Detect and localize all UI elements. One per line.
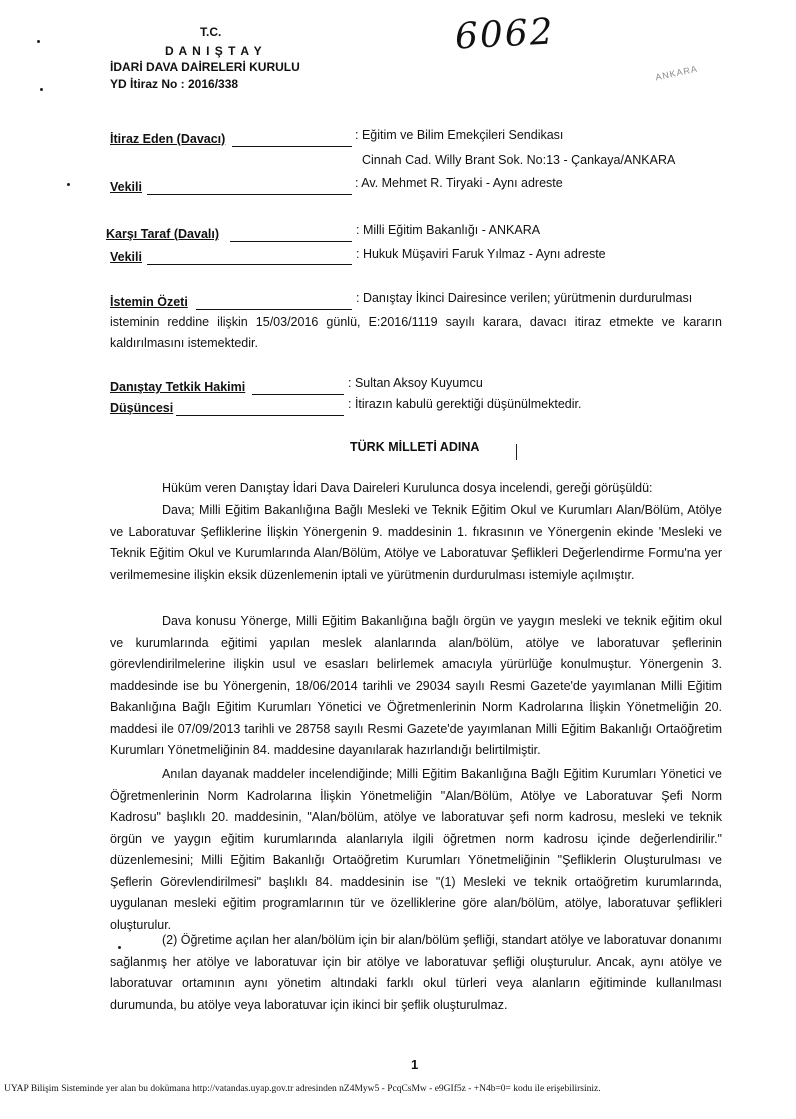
summary-label: İstemin Özeti [110, 295, 188, 309]
document-title: TÜRK MİLLETİ ADINA [350, 440, 480, 454]
header-tc: T.C. [200, 25, 222, 39]
objector-counsel: : Av. Mehmet R. Tiryaki - Aynı adreste [355, 176, 563, 190]
page-number: 1 [411, 1057, 419, 1072]
stamp-text: ANKARA [654, 63, 699, 83]
opinion-text: : İtirazın kabulü gerektiği düşünülmektedir. [348, 397, 582, 411]
paragraph-3: Dava konusu Yönerge, Milli Eğitim Bakanlığına bağlı örgün ve yaygın mesleki ve teknik eğitim okul ve kurumlarında eğitimi yapılan meslek alanlarında alan/bölüm, atölye ve laboratuvar şeflerinin görevlendirilmelerine ilişkin usul ve esasları belirlemek amacıyla yürürlüğe konulmuştur. Yönergenin 3. maddesinde ise bu Yönergenin, 18/06/2014 tarihli ve 29034 sayılı Resmi Gazete'de yayımlanan Milli Eğitim Bakanlığına Bağlı Eğitim Kurumları Yönetici ve Öğretmenlerinin Norm Kadrolarına İlişkin Yönetmeliğin 20. maddesi ile 07/09/2013 tarihli ve 28758 sayılı Resmi Gazete'de yayımlanan Milli Eğitim Bakanlığı Ortaöğretim Kurumları Yönetmeliğinin 84. maddesine dayanılarak hazırlandığı belirtilmiştir. [110, 614, 722, 757]
label-underline [147, 264, 352, 265]
paragraph-1: Hüküm veren Danıştay İdari Dava Daireleri Kurulunca dosya incelendi, gereği görüşüldü: [162, 481, 653, 495]
objector-name: : Eğitim ve Bilim Emekçileri Sendikası [355, 128, 564, 142]
summary-first-line: : Danıştay İkinci Dairesince verilen; yürütmenin durdurulması [356, 291, 693, 305]
header-case-no: YD İtiraz No : 2016/338 [110, 77, 239, 91]
summary-text: isteminin reddine ilişkin 15/03/2016 günlü, E:2016/1119 sayılı karara, davacı itiraz etmekte ve kararın kaldırılmasını istemektedir. [110, 315, 722, 350]
label-underline [196, 309, 352, 310]
scan-mark [516, 444, 517, 460]
respondent-label: Karşı Taraf (Davalı) [106, 227, 220, 241]
scan-speck [67, 183, 70, 186]
objector-counsel-label: Vekili [110, 180, 142, 194]
objector-address: Cinnah Cad. Willy Brant Sok. No:13 - Çankaya/ANKARA [362, 153, 676, 167]
label-underline [232, 146, 352, 147]
label-underline [147, 194, 352, 195]
paragraph-5: (2) Öğretime açılan her alan/bölüm için bir alan/bölüm şefliği, standart atölye ve laboratuvar donanımı sağlanmış her atölye ve laboratuvar için bir atölye ve laboratuvar şefliği oluşturulur. Ancak, aynı atölye ve laboratuvar ortamının aynı yönetim altındaki farklı okul türleri veya alanların eğitiminde kullanılması durumunda, bu atölye veya laboratuvar için ikinci bir şeflik oluşturulmaz. [110, 933, 723, 1012]
header-court: D A N I Ş T A Y [165, 44, 263, 58]
paragraph-4: Anılan dayanak maddeler incelendiğinde; Milli Eğitim Bakanlığına Bağlı Eğitim Kurumları Yönetici ve Öğretmenlerinin Norm Kadrolarına İlişkin Yönetmeliğin "Alan/Bölüm, Atölye ve Laboratuvar Şefi Norm Kadrosu" başlıklı 20. maddesinin, "Alan/bölüm, atölye ve laboratuvar şefi norm kadrosu, mesleki ve teknik örgün ve yaygın eğitim kurumlarında alanlarıyla ilgili öğretmen norm kadrosu içinde değerlendirilir." düzenlemesini; Milli Eğitim Bakanlığı Ortaöğretim Kurumları Yönetmeliğinin "Şefliklerin Oluşturulması ve Şeflerin Görevlendirilmesi" başlıklı 84. maddesinin ise "(1) Mesleki ve teknik ortaöğretim kurumlarında, uygulanan mesleki eğitim programlarının tür ve özelliklerine göre alan/bölüm, atölye, laboratuvar şeflikleri oluşturulur. [110, 767, 722, 932]
examiner-name: : Sultan Aksoy Kuyumcu [348, 376, 483, 390]
footer-verification: UYAP Bilişim Sisteminde yer alan bu dokümana http://vatandas.uyap.gov.tr adresinden nZ4Myw5 - PcqCsMw - e9GIf5z - +N4b=0= kodu ile erişebilirsiniz. [4, 1084, 601, 1094]
header-board: İDARİ DAVA DAİRELERİ KURULU [110, 60, 300, 74]
handwritten-number: 6062 [453, 11, 556, 58]
scan-speck [37, 40, 40, 43]
objector-label: İtiraz Eden (Davacı) [110, 132, 226, 146]
scan-speck [40, 88, 43, 91]
label-underline [252, 394, 344, 395]
label-underline [230, 241, 352, 242]
respondent-counsel: : Hukuk Müşaviri Faruk Yılmaz - Aynı adreste [356, 247, 606, 261]
respondent-counsel-label: Vekili [110, 250, 142, 264]
examiner-label: Danıştay Tetkik Hakimi [110, 380, 246, 394]
respondent-name: : Milli Eğitim Bakanlığı - ANKARA [356, 223, 541, 237]
label-underline [176, 415, 344, 416]
opinion-label: Düşüncesi [110, 401, 174, 415]
paragraph-2: Dava; Milli Eğitim Bakanlığına Bağlı Mesleki ve Teknik Eğitim Okul ve Kurumları Alan/Bölüm, Atölye ve Laboratuvar Şefliklerine İlişkin Yönergenin 9. maddesinin 1. fıkrasının ve Yönergenin ekinde 'Mesleki ve Teknik Eğitim Okul ve Kurumlarında Alan/Bölüm, Atölye ve Laboratuvar Şeflikleri Değerlendirme Formu'na yer verilmemesine ilişkin eksik düzenlemenin iptali ve yürütmenin durdurulması istemiyle açılmıştır. [110, 503, 722, 582]
